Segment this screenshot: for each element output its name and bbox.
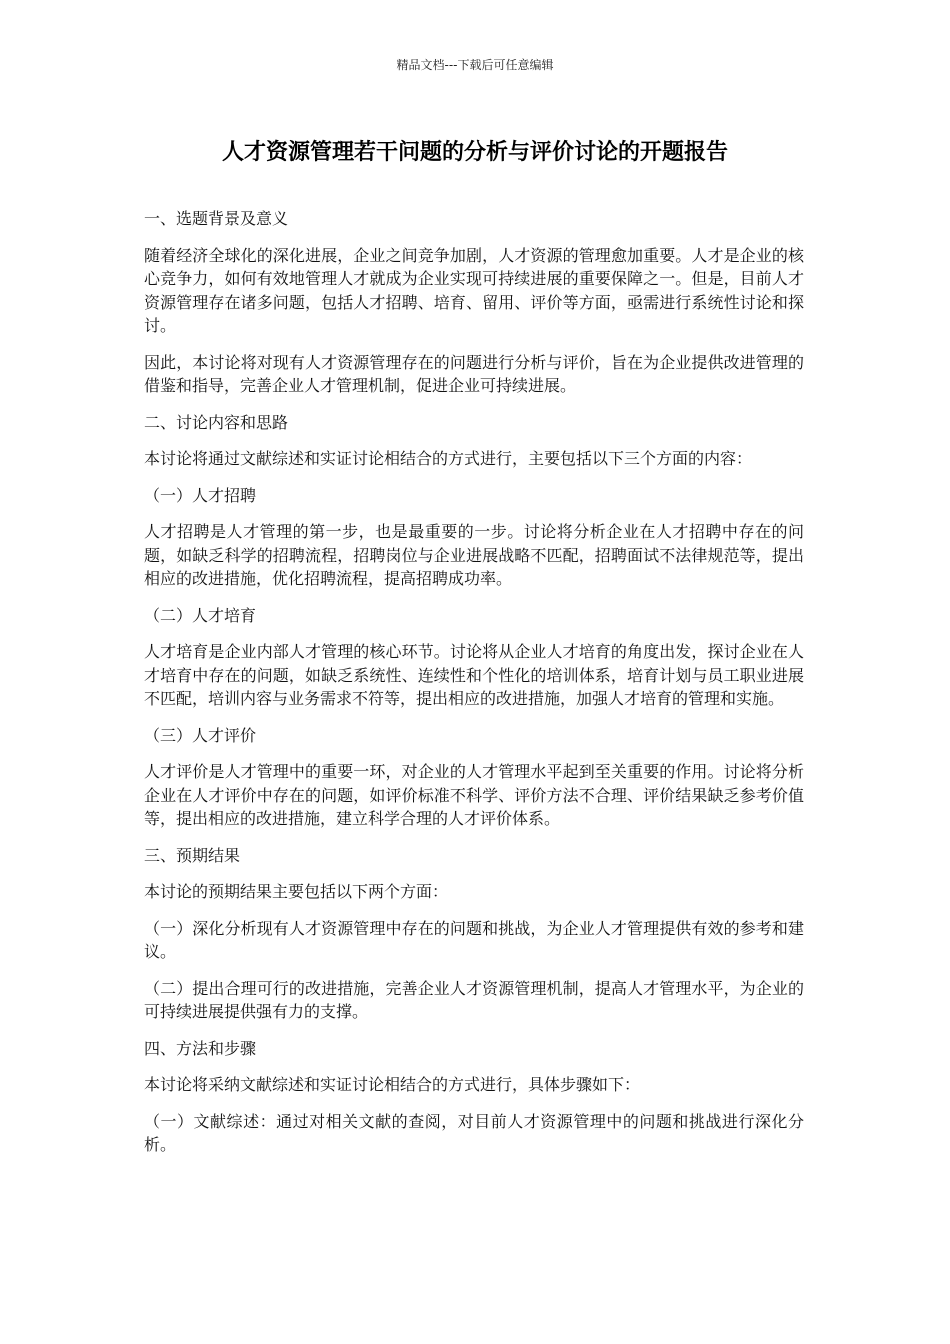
list-item: （二）提出合理可行的改进措施，完善企业人才资源管理机制，提高人才管理水平，为企业的可持续进展提供强有力的支撑。 <box>144 978 804 1021</box>
paragraph: 因此，本讨论将对现有人才资源管理存在的问题进行分析与评价，旨在为企业提供改进管理的借鉴和指导，完善企业人才管理机制，促进企业可持续进展。 <box>144 352 804 395</box>
subsection-heading: （一）人才招聘 <box>144 485 257 505</box>
paragraph: 随着经济全球化的深化进展，企业之间竞争加剧，人才资源的管理愈加重要。人才是企业的核心竞争力，如何有效地管理人才就成为企业实现可持续进展的重要保障之一。但是，目前人才资源管理存在诸多问题，包括人才招聘、培育、留用、评价等方面，亟需进行系统性讨论和探讨。 <box>144 245 804 335</box>
paragraph: 人才培育是企业内部人才管理的核心环节。讨论将从企业人才培育的角度出发，探讨企业在人才培育中存在的问题，如缺乏系统性、连续性和个性化的培训体系，培育计划与员工职业进展不匹配，培训内容与业务需求不符等，提出相应的改进措施，加强人才培育的管理和实施。 <box>144 642 804 708</box>
section-heading: 一、选题背景及意义 <box>144 209 289 228</box>
paragraph: 本讨论将通过文献综述和实证讨论相结合的方式进行，主要包括以下三个方面的内容： <box>144 449 753 468</box>
paragraph: 本讨论的预期结果主要包括以下两个方面： <box>144 882 449 901</box>
list-item: （一）文献综述：通过对相关文献的查阅，对目前人才资源管理中的问题和挑战进行深化分析。 <box>144 1111 804 1154</box>
document-title: 人才资源管理若干问题的分析与评价讨论的开题报告 <box>221 140 728 165</box>
subsection-heading: （二）人才培育 <box>144 605 257 625</box>
paragraph: 人才评价是人才管理中的重要一环，对企业的人才管理水平起到至关重要的作用。讨论将分析企业在人才评价中存在的问题，如评价标准不科学、评价方法不合理、评价结果缺乏参考价值等，提出相应的改进措施，建立科学合理的人才评价体系。 <box>144 762 804 828</box>
section-heading: 四、方法和步骤 <box>144 1038 257 1058</box>
list-item: （一）深化分析现有人才资源管理中存在的问题和挑战，为企业人才管理提供有效的参考和建议。 <box>144 918 804 961</box>
paragraph: 人才招聘是人才管理的第一步，也是最重要的一步。讨论将分析企业在人才招聘中存在的问题，如缺乏科学的招聘流程，招聘岗位与企业进展战略不匹配，招聘面试不法律规范等，提出相应的改进措施，优化招聘流程，提高招聘成功率。 <box>144 522 804 588</box>
section-heading: 三、预期结果 <box>144 845 241 865</box>
subsection-heading: （三）人才评价 <box>144 725 257 745</box>
header-note: 精品文档---下载后可任意编辑 <box>396 58 554 72</box>
paragraph: 本讨论将采纳文献综述和实证讨论相结合的方式进行，具体步骤如下： <box>144 1075 641 1094</box>
document-body <box>144 207 804 1170</box>
section-heading: 二、讨论内容和思路 <box>144 412 289 432</box>
